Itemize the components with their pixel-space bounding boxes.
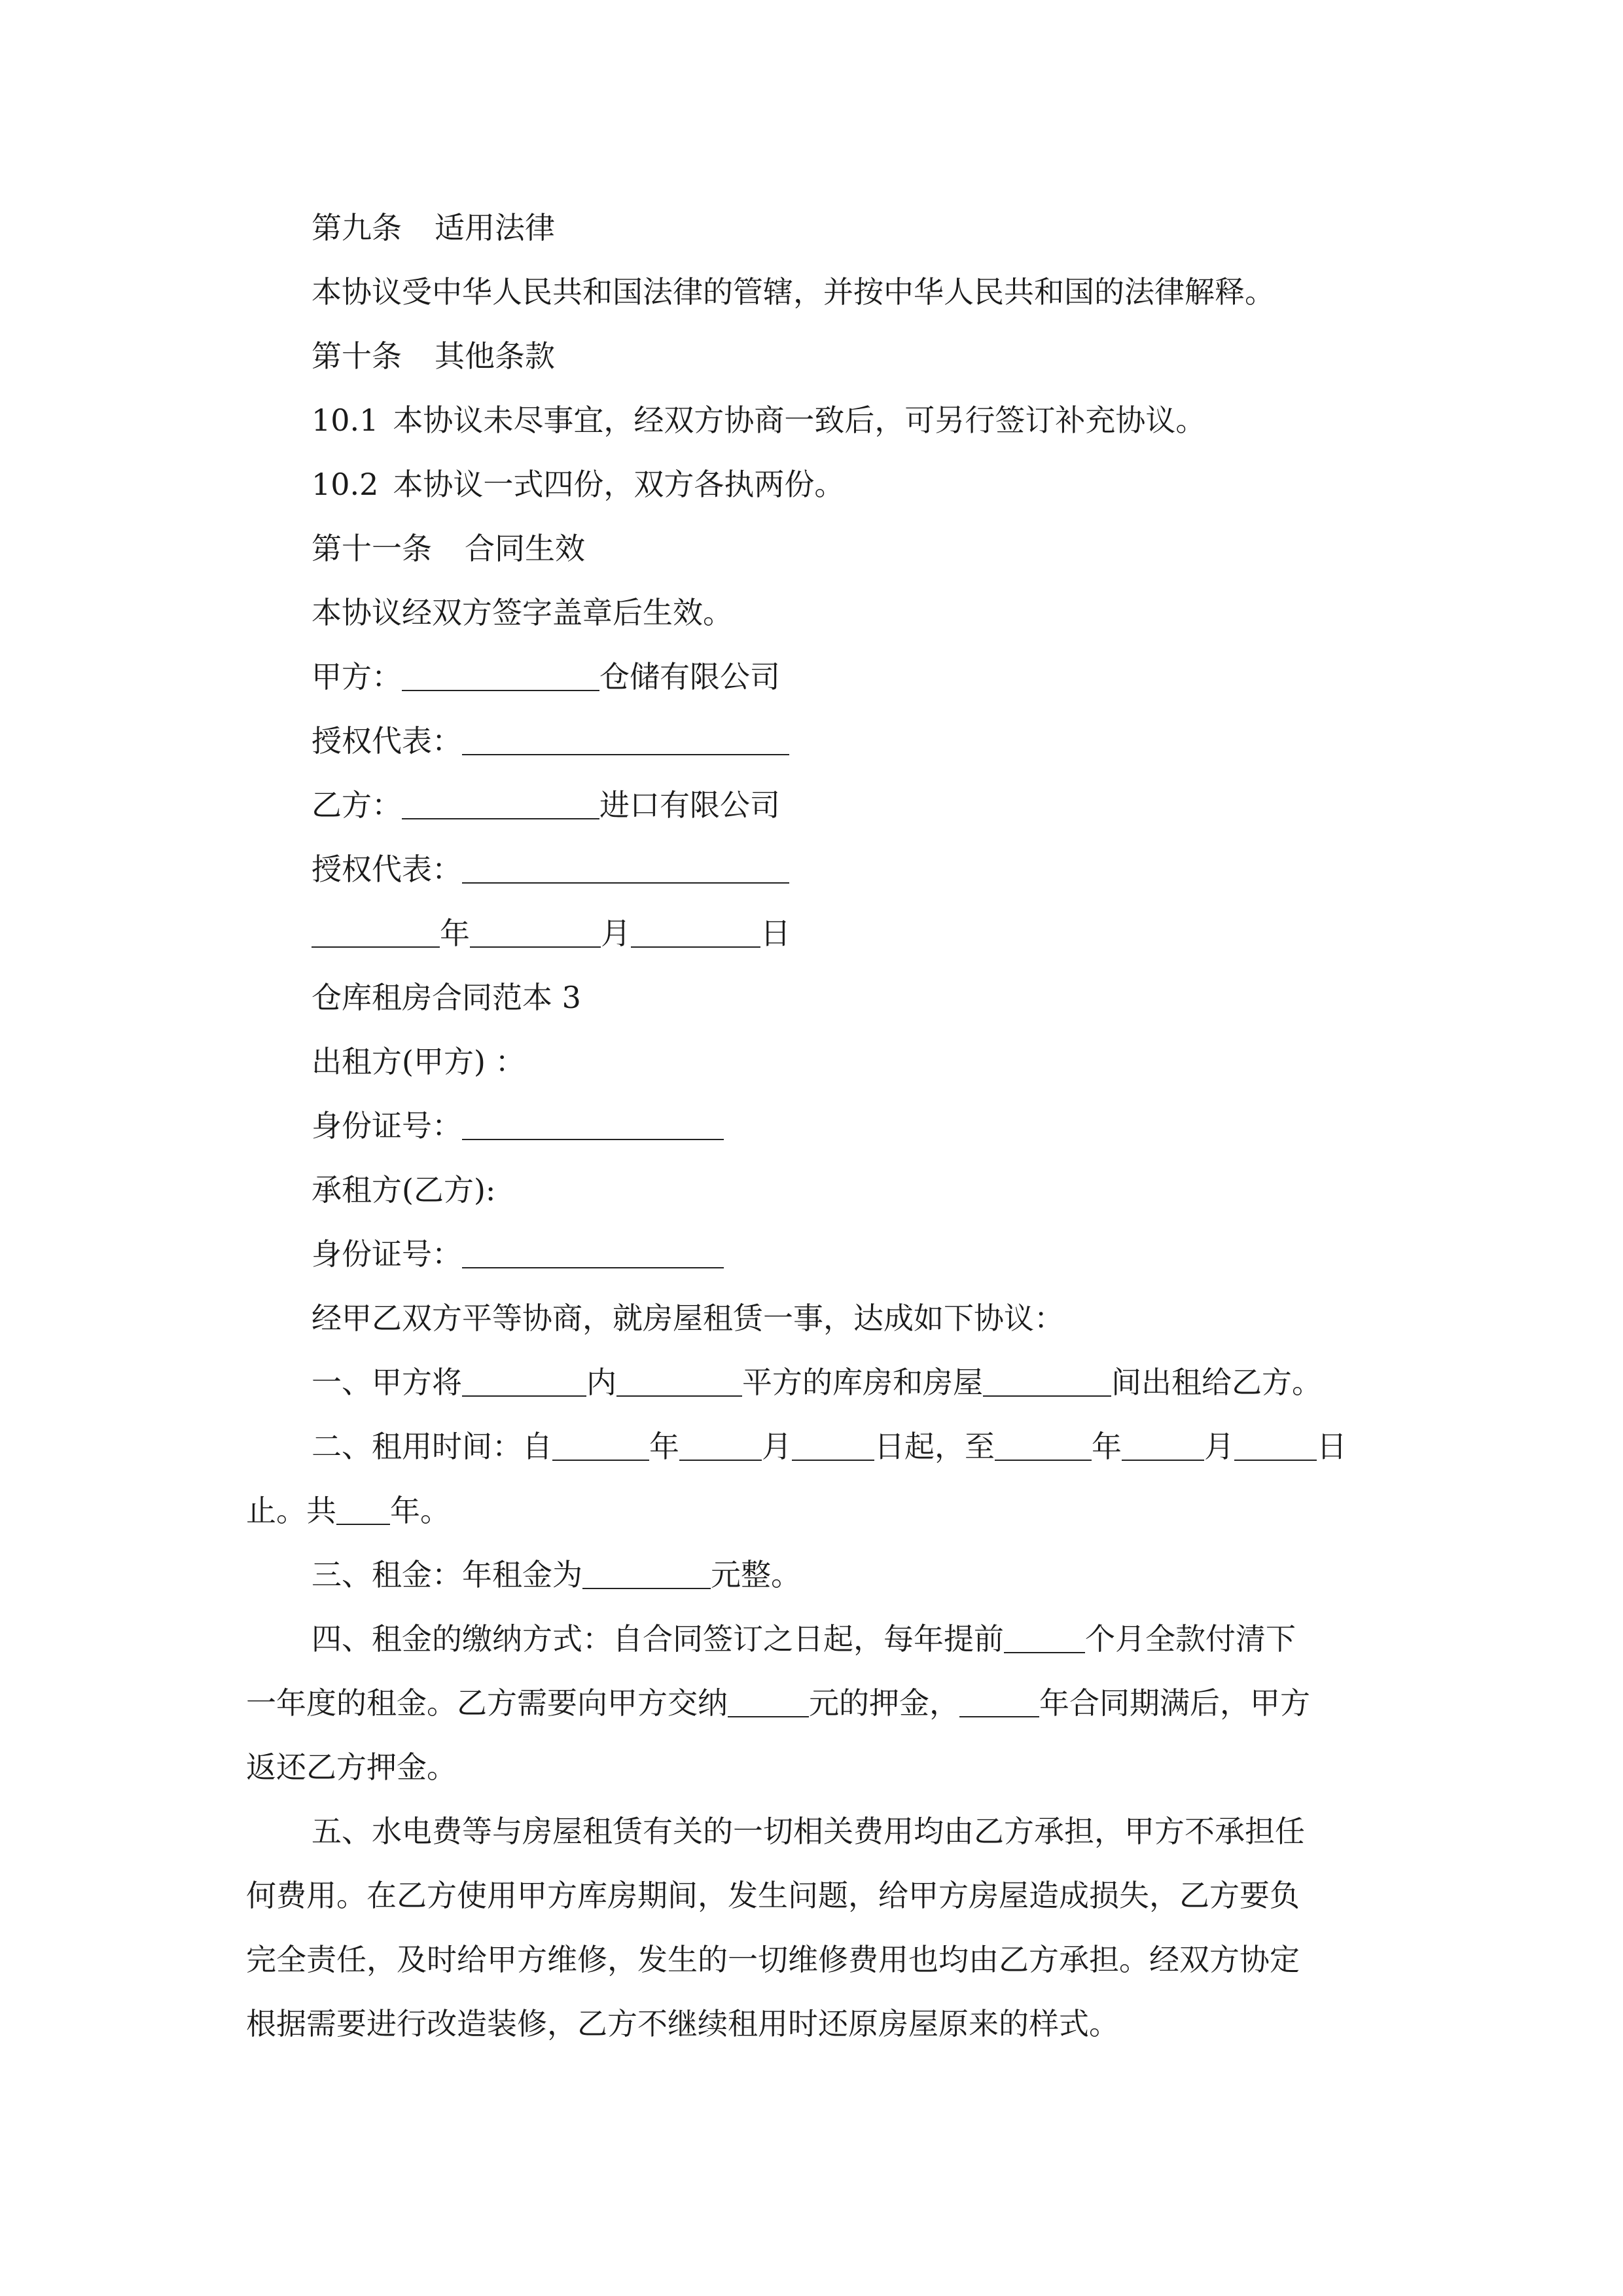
- item-5-cont: 完全责任，及时给甲方维修，发生的一切维修费用也均由乙方承担。经双方协定: [246, 1942, 1300, 1977]
- year-blank: [312, 918, 440, 948]
- item-1-text: 一、甲方将: [312, 1365, 462, 1400]
- article-10-heading: [312, 336, 555, 376]
- id-blank: [462, 1110, 724, 1140]
- article-title: 合同生效: [465, 531, 585, 566]
- clause-text: 本协议未尽事宜，经双方协商一致后，可另行签订补充协议。: [393, 403, 1206, 438]
- blank: [582, 1559, 711, 1589]
- item-3-text: 元整。: [711, 1557, 801, 1592]
- item-4-text: 年合同期满后，甲方: [1039, 1685, 1310, 1721]
- rep-blank: [462, 725, 789, 755]
- party-b-rep-line: [312, 850, 789, 889]
- item-4: [312, 1619, 1296, 1659]
- item-4-cont2: 返还乙方押金。: [246, 1749, 457, 1785]
- item-2: [312, 1427, 1347, 1466]
- party-a-company: 仓储有限公司: [599, 659, 780, 694]
- item-4-text: 个月全款付清下: [1085, 1621, 1296, 1657]
- blank: [959, 1687, 1039, 1717]
- item-2-cont: [246, 1491, 450, 1530]
- id-label: 身份证号：: [312, 1108, 462, 1143]
- item-3: [312, 1555, 801, 1594]
- item-4-text: 一年度的租金。乙方需要向甲方交纳: [246, 1685, 728, 1721]
- item-2-text: 日起，至: [874, 1429, 995, 1464]
- article-11-heading: [312, 529, 585, 568]
- month-label: 月: [601, 916, 631, 951]
- item-2-text: 止。共: [246, 1493, 336, 1528]
- party-a-line: [312, 657, 780, 696]
- article-title: 其他条款: [435, 338, 555, 374]
- blank: [679, 1431, 762, 1461]
- id-label: 身份证号：: [312, 1236, 462, 1272]
- rep-blank: [462, 853, 789, 884]
- item-2-text: 年。: [390, 1493, 450, 1528]
- day-label: 日: [1317, 1429, 1347, 1464]
- lessor-id-line: [312, 1106, 724, 1145]
- clause-number: 10.1: [312, 403, 379, 438]
- blank: [1122, 1431, 1204, 1461]
- lessee-label: 承租方(乙方):: [312, 1172, 496, 1208]
- day-blank: [631, 918, 760, 948]
- blank: [616, 1367, 742, 1397]
- year-label: 年: [649, 1429, 679, 1464]
- item-4-text: 元的押金，: [809, 1685, 959, 1721]
- blank: [1004, 1623, 1085, 1653]
- item-5-cont: 根据需要进行改造装修，乙方不继续租用时还原房屋原来的样式。: [246, 2006, 1119, 2041]
- article-title: 适用法律: [435, 210, 555, 245]
- blank: [552, 1431, 649, 1461]
- item-1-text: 平方的库房和房屋: [742, 1365, 983, 1400]
- year-label: 年: [440, 916, 470, 951]
- party-a-label: 甲方：: [312, 659, 402, 694]
- blank: [995, 1431, 1092, 1461]
- clause-text: 本协议一式四份，双方各执两份。: [393, 467, 845, 502]
- item-4-cont: [246, 1683, 1310, 1723]
- blank: [728, 1687, 809, 1717]
- lessor-label: 出租方(甲方) ：: [312, 1044, 526, 1079]
- item-3-text: 三、租金：年租金为: [312, 1557, 582, 1592]
- article-number: 第十条: [312, 338, 402, 374]
- rep-label: 授权代表：: [312, 723, 462, 759]
- item-4-text: 四、租金的缴纳方式：自合同签订之日起，每年提前: [312, 1621, 1004, 1657]
- party-b-label: 乙方：: [312, 787, 402, 823]
- party-b-company: 进口有限公司: [599, 787, 780, 823]
- year-label: 年: [1092, 1429, 1122, 1464]
- contract-3-heading: 仓库租房合同范本 3: [312, 980, 581, 1015]
- party-a-rep-line: [312, 721, 789, 761]
- item-2-text: 二、租用时间：自: [312, 1429, 552, 1464]
- article-11-body: 本协议经双方签字盖章后生效。: [312, 595, 733, 630]
- clause-number: 10.2: [312, 467, 379, 502]
- lessee-id-line: [312, 1234, 724, 1274]
- blank: [983, 1367, 1111, 1397]
- article-number: 第十一条: [312, 531, 432, 566]
- party-a-blank: [402, 661, 599, 691]
- intro-paragraph: 经甲乙双方平等协商，就房屋租赁一事，达成如下协议：: [312, 1300, 1064, 1336]
- article-number: 第九条: [312, 210, 402, 245]
- clause-10-1: [312, 401, 1205, 440]
- party-b-line: [312, 785, 780, 825]
- month-label: 月: [762, 1429, 792, 1464]
- party-b-blank: [402, 789, 599, 819]
- item-5: 五、水电费等与房屋租赁有关的一切相关费用均由乙方承担，甲方不承担任: [312, 1814, 1305, 1849]
- blank: [1234, 1431, 1317, 1461]
- month-label: 月: [1204, 1429, 1234, 1464]
- blank: [336, 1495, 390, 1525]
- item-1: [312, 1363, 1322, 1402]
- blank: [462, 1367, 586, 1397]
- month-blank: [470, 918, 601, 948]
- article-9-body: 本协议受中华人民共和国法律的管辖，并按中华人民共和国的法律解释。: [312, 274, 1275, 310]
- id-blank: [462, 1238, 724, 1268]
- date-line: [312, 914, 791, 953]
- item-1-text: 内: [586, 1365, 616, 1400]
- blank: [792, 1431, 874, 1461]
- clause-10-2: [312, 465, 844, 504]
- rep-label: 授权代表：: [312, 852, 462, 887]
- day-label: 日: [760, 916, 791, 951]
- item-1-text: 间出租给乙方。: [1111, 1365, 1322, 1400]
- item-5-cont: 何费用。在乙方使用甲方库房期间，发生问题，给甲方房屋造成损失，乙方要负: [246, 1878, 1300, 1913]
- article-9-heading: [312, 208, 555, 247]
